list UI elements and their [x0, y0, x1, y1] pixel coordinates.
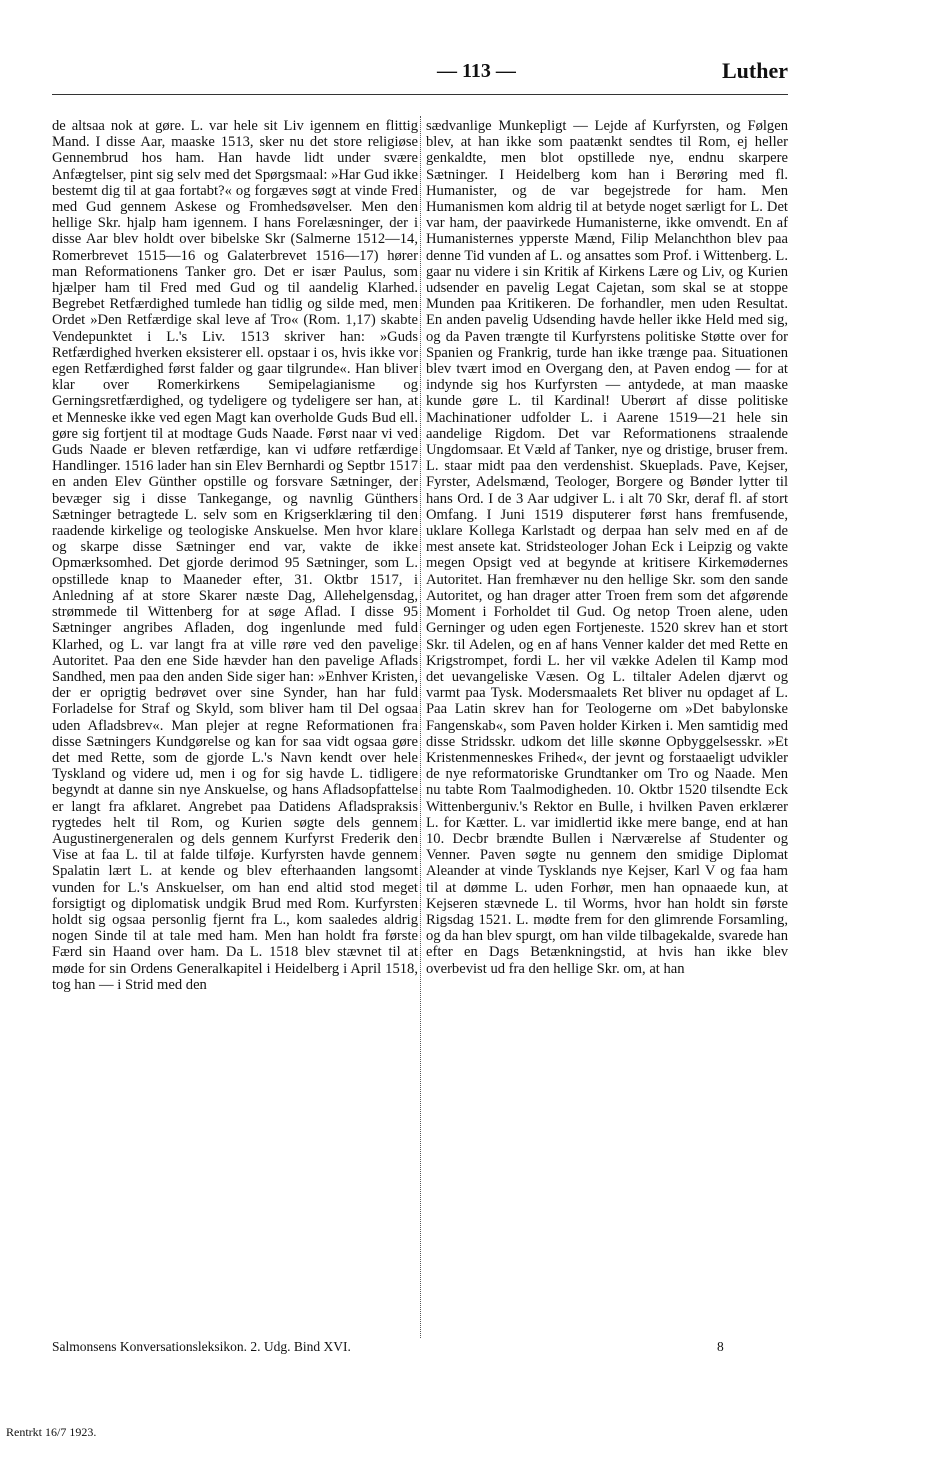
header-rule	[52, 94, 788, 95]
left-column	[52, 118, 418, 993]
registration-stamp: Rentrkt 16/7 1923.	[6, 1425, 97, 1439]
column-divider	[420, 116, 421, 1338]
page-number: — 113 —	[437, 60, 516, 82]
right-column	[426, 118, 788, 977]
page-footer	[52, 1339, 788, 1355]
left-column-text: de altsaa nok at gøre. L. var hele sit Liv igennem en flittig Mand. I disse Aar, maaske 1513, sker nu det store religiøse Gennembrud hos ham. Han havde lidt under svære Anfægtelser, pint sig selv med det Spørgsmaal: »Har Gud ikke bestemt dig til at gaa fortabt?« og forgæves søgt at vinde Fred med Gud gennem Askese og Fromhedsøvelser. Men den hellige Skr. hjalp ham igennem. I hans Forelæsninger, der i disse Aar blev holdt over bibelske Skr (Salmerne 1512—14, Romerbrevet 1515—16 og Galaterbrevet 1516—17) hører man Reformationens Tanker gro. Det er især Paulus, som hjælper ham til Fred med Gud og til aandelig Klarhed. Begrebet Retfærdighed tumlede han tidlig og silde med, men Ordet »Den Retfærdige skal leve af Tro« (Rom. 1,17) skabte Vendepunktet i L.'s Liv. 1513 skriver han: »Guds Retfærdighed hverken eksisterer ell. opstaar i os, hvis ikke vor egen Retfærdighed først falder og gaar tilgrunde«. Han bliver klar over Romerkirkens Semipelagianisme og Gerningsretfærdighed, og tydeligere og tydeligere ser han, at et Menneske ikke ved egen Magt kan overholde Guds Bud ell. gøre sig fortjent til at modtage Guds Naade. Først naar vi ved Guds Naade er bleven retfærdige, kan vi udføre retfærdige Handlinger. 1516 lader han sin Elev Bernhardi og Septbr 1517 en anden Elev Günther opstille og forsvare Sætninger, der bevæger sig i disse Tankegange, og navnlig Günthers Sætninger betragtede L. selv som en Krigserklæring til den raadende kirkelige og teologiske Anskuelse. Men hvor klare og skarpe disse Sætninger end var, vakte de ikke Opmærksomhed. Det gjorde derimod 95 Sætninger, som L. opstillede knap to Maaneder efter, 31. Oktbr 1517, i Anledning af at store Skarer næste Dag, Allehelgensdag, strømmede til Wittenberg for at søge Aflad. I disse 95 Sætninger angribes Afladen, dog ingenlunde med fuld Klarhed, og L. var langt fra at ville røre ved den pavelige Autoritet. Paa den ene Side hævder han den pavelige Aflads Sandhed, men paa den anden Side siger han: »Enhver Kristen, der er oprigtig bedrøvet over sine Synder, han har fuld Forladelse for Straf og Skyld, som bliver ham til Del ogsaa uden Afladsbrev«. Man plejer at regne Reformationen fra disse Sætningers Kundgørelse og kan for saa vidt ogsaa gøre det med Rette, som de gjorde L.'s Navn kendt over hele Tyskland og videre ud, men i og for sig havde L. tidligere begyndt at danne sin nye Anskuelse, og hans Afladsopfattelse er langt fra afklaret. Angrebet paa Datidens Afladspraksis rygtedes helt til Rom, og Kurien søgte dels gennem Augustinergeneralen og dels gennem Kurfyrst Frederik den Vise at faa L. til at falde tilføje. Kurfyrsten havde gennem Spalatin lært L. at kende og blev efterhaanden langsomt vunden for L.'s Anskuelser, om han end altid stod meget forsigtigt og diplomatisk undgik Brud med Rom. Kurfyrsten holdt sig ogsaa personlig fjernt fra L., kom saaledes aldrig nogen Sinde til at tale med ham. Men han holdt fra første Færd sin Haand over ham. Da L. 1518 blev stævnet til at møde for sin Ordens Generalkapitel i Heidelberg i April 1518, tog han — i Strid med den	[52, 118, 418, 993]
signature-mark: 8	[717, 1339, 724, 1354]
headword: Luther	[722, 58, 788, 83]
footer-source: Salmonsens Konversationsleksikon. 2. Udg. Bind XVI.	[52, 1339, 351, 1354]
right-column-text: sædvanlige Munkepligt — Lejde af Kurfyrsten, og Følgen blev, at han ikke som paatænkt sendtes til Rom, ej heller genkaldte, men blot opstillede nye, endnu skarpere Sætninger. I Heidelberg kom han i Berøring med fl. Humanister, og de var begejstrede for ham. Men Humanismen kom aldrig til at betyde noget særligt for L. Det var ham, der paavirkede Humanisterne, ikke omvendt. En af Humanisternes ypperste Mænd, Filip Melanchthon blev paa denne Tid vunden af L. og ansattes som Prof. i Wittenberg. L. gaar nu videre i sin Kritik af Kirkens Lære og Liv, og Kurien udsender en pavelig Legat Cajetan, som skal se at stoppe Munden paa Kritikeren. De forhandler, men uden Resultat. En anden pavelig Udsending havde heller ikke Held med sig, og da Paven trængte til Kurfyrstens politiske Støtte over for Spanien og Frankrig, turde han ikke trænge paa. Situationen blev tvært imod en Overgang den, at Paven endog — for at indynde sig hos Kurfyrsten — antydede, at man maaske kunde gøre L. til Kardinal! Uberørt af disse politiske Machinationer udfolder L. i Aarene 1519—21 hele sin aandelige Rigdom. Det var Reformationens straalende Ungdomsaar. Et Væld af Tanker, nye og dristige, bruser frem. L. staar midt paa den verdenshist. Skueplads. Pave, Kejser, Fyrster, Adelsmænd, Teologer, Borgere og Bønder lytter til hans Ord. I de 3 Aar udgiver L. i alt 70 Skr, deraf fl. af stort Omfang. I Juni 1519 disputerer først hans fremfusende, uklare Kollega Karlstadt og derpaa han selv med en af de mest ansete kat. Stridsteologer Johan Eck i Leipzig og vakte megen Opsigt ved at begynde at kritisere Kirkemødernes Autoritet. Han fremhæver nu den hellige Skr. som den sande Autoritet, og han drager atter Troen frem som det afgørende Moment i Forholdet til Gud. Og netop Troen alene, uden Gerninger og uden egen Fortjeneste. 1520 skrev han et stort Skr. til Adelen, og en af hans Venner kalder det med Rette en Krigstrompet, fordi L. her vil vække Adelen til Kamp mod det uevangeliske Væsen. Og L. tiltaler Adelen djærvt og varmt paa Tysk. Modersmaalets Ret bliver nu opdaget af L. Paa Latin skrev han for Teologerne om »Det babylonske Fangenskab«, som Paven holder Kirken i. Men samtidig med disse Stridsskr. udkom det lille skønne Opbyggelsesskr. »Et Kristenmenneskes Frihed«, der jevnt og forstaaeligt udvikler de nye reformatoriske Grundtanker om Tro og Naade. Men nu tabte Rom Taalmodigheden. 10. Oktbr 1520 tilsendte Eck Wittenberguniv.'s Rektor en Bulle, i hvilken Paven erklærer L. for Kætter. L. var imidlertid ikke mere bange, end at han 10. Decbr brændte Bullen i Nærværelse af Studenter og Venner. Paven søgte nu gennem den smidige Diplomat Aleander at vinde Tysklands nye Kejser, Karl V og faa ham til at dømme L. uden Forhør, men han opnaaede kun, at Kejseren stævnede L. til Worms, hvor han holdt sin første Rigsdag 1521. L. mødte frem for den glimrende Forsamling, og da han blev spurgt, om han vilde tilbagekalde, svarede han efter en Dags Betænkningstid, at hvis han ikke blev overbevist ud fra den hellige Skr. om, at han	[426, 118, 788, 977]
page-header	[52, 58, 788, 92]
